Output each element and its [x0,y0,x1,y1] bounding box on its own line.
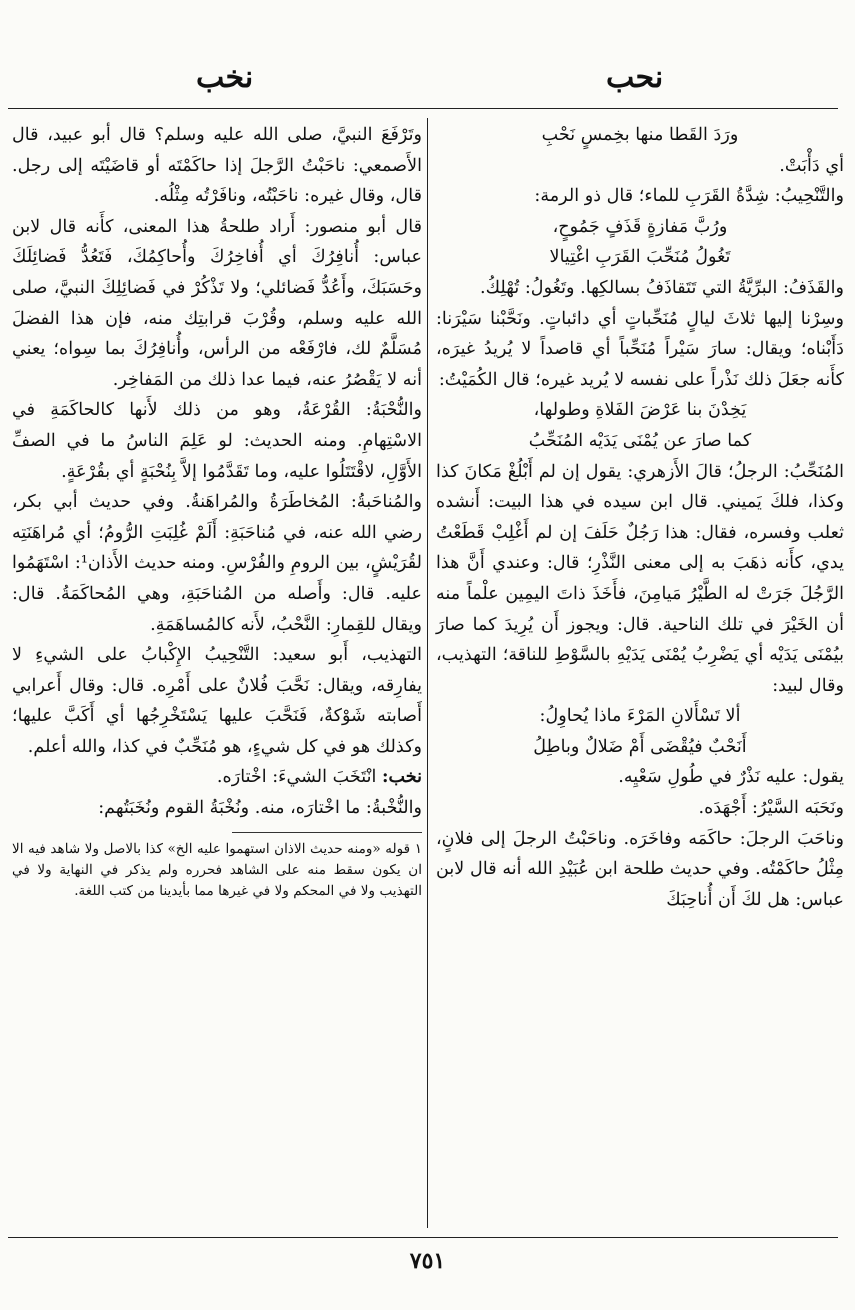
paragraph: والقَذَفُ: البرِّيَّةُ التي تَتَقاذَفُ بسالكِها. وتَغُولُ: تُهْلِكُ. [480,277,844,298]
paragraph: ونَحَبَه السَّيْرُ: أَجْهَدَه. [698,798,844,819]
left-column-body [12,120,422,824]
paragraph: قال أبو منصور: أَراد طلحةُ هذا المعنى، كأَنه قال لابن عباس: أُنافِرُكَ أي أُفاخِرُكَ وأُحاكِمُكَ، فَتَعُدُّ فَضائِلَكَ وحَسَبَكَ، وأَعُدُّ فَضائلي؛ ولا تَذْكُرْ في فَضائِلِكَ النبيَّ، صلى الله عليه وسلم، وقُرْبَ قرابتِك منه، فإن هذا الفضلَ مُسَلَّمٌ لك، فارْفَعْه من الرأس، وأُنافِرُكَ بما سِواه؛ يعني أنه لا يَقْصُرُ عنه، فيما عدا ذلك من المَفاخِر. [12,216,422,390]
paragraph: والنُّحْبَةُ: القُرْعَةُ، وهو من ذلك لأَنها كالحاكَمَةِ في الاسْتِهامِ. ومنه الحديث: لو عَلِمَ الناسُ ما في الصفِّ الأَوَّلِ، لاقْتَتَلُوا عليه، وما تَقَدَّمُوا إلاَّ بِنُحْبَةٍ أي بقُرْعَةٍ. [12,400,422,482]
paragraph: التهذيب، أَبو سعيد: التَّنْحِيبُ الإِكْبابُ على الشيءِ لا يفارِقه، ويقال: نَحَّبَ فُلانٌ على أَمْرِه. قال: وقال أَعرابي أَصابته شَوْكةٌ، فَنَحَّبَ عليها يَسْتَخْرِجُها أي أَكَبَّ عليها؛ وكذلك هو في كل شيءٍ، هو مُنَحِّبٌ في كذا، والله أعلم. [12,645,422,757]
verse-line: يَخِدْنَ بنا عَرْضَ الفَلاةِ وطولها، [533,400,747,421]
paragraph: والنُّخْبةُ: ما اخْتارَه، منه. ونُخْبَةُ القوم ونُخَبَتُهم: [98,798,422,819]
entry-paragraph [12,762,422,793]
footnote-separator [232,832,422,833]
column-divider [427,118,428,1228]
verse-line: كما صارَ عن يُمْنَى يَدَيْه المُنَحِّبُ [528,430,752,451]
paragraph: المُنَحِّبُ: الرجلُ؛ قالَ الأَزهري: يقول إن لم أَبْلُغْ مَكانَ كذا وكذا، فلكَ يَميني. قال ابن سيده في هذا البيت: أَنشده ثعلب وفسره، فقال: هذا رَجُلٌ حَلَفَ إن لم أَغْلِبْ قَطَعْتُ يدي، كأَنه ذهَبَ به إلى معنى النَّذْرِ؛ قال: وعندي أَنَّ هذا الرَّجُلَ جَرَتْ له الطَّيْرُ مَيامِنَ، فأَخَذَ ذاتَ اليمِين علْماً منه أن الخَيْرَ في تلك الناحية. قال: ويجوز أَن يُرِيدَ كما صارَ بيُمْنَى يَدَيْه أي يَضْرِبُ يُمْنَى يَدَيْهِ بالسَّوْطِ للناقة؛ التهذيب، وقال لبيد: [436,461,844,696]
right-column [436,120,844,915]
verse-line: ورُبَّ مَفازةٍ قَذَفٍ جَمُوحٍ، [552,216,728,237]
verse-line: تَغُولُ مُنَحِّبَ القَرَبِ اغْتِيالا [549,247,731,268]
paragraph: يقول: عليه نَذْرٌ في طُولِ سَعْيِه. [618,767,844,788]
running-head-right: نحب [606,60,664,95]
entry-headword: نخب: [381,766,422,788]
top-rule [8,108,838,109]
verse-line: أَنَحْبٌ فيُقْضَى أَمْ ضَلالٌ وباطِلُ [533,736,747,757]
running-head-left: نخب [196,60,254,95]
paragraph: وناحَبَ الرجلَ: حاكَمَه وفاخَرَه. وناحَبْتُ الرجلَ إلى فلانٍ، مِثْلُ حاكَمْتُه. وفي حديث طلحة ابن عُبَيْدِ الله أنه قال لابن عباس: هل لكَ أَن أُناحِبَكَ [436,828,844,910]
paragraph: والمُناحَبةُ: المُخاطَرَةُ والمُراهَنةُ. وفي حديث أبي بكر، رضي الله عنه، في مُناحَبَةِ: أَلَمْ غُلِبَتِ الرُّومُ؛ أي مُراهَنَتِه لقُرَيْشٍ، بين الرومِ والفُرْسِ. ومنه حديث الأَذان¹: اسْتَهَمُوا عليه. قال: وأَصله من المُناحَبَةِ، وهي المُحاكَمَةُ. قال: ويقال للقِمارِ: النَّحْبُ، لأَنه كالمُساهَمَةِ. [12,492,423,635]
paragraph: أي دَأْبَتْ. [779,155,844,176]
paragraph: وسِرْنا إليها ثلاثَ ليالٍ مُنَحِّباتٍ أي دائباتٍ. ونَحَّبْنا سَيْرَنا: دَأَبْناه؛ ويقال: سارَ سَيْراً مُنَحِّباً أي قاصداً لا يُريدُ غيرَه، كأَنه جعَلَ ذلك نَذْراً على نفسه لا يُريد غيره؛ قال الكُمَيْتُ: [436,308,844,390]
footnote: ١ قوله «ومنه حديث الاذان استهموا عليه الخ» كذا بالاصل ولا شاهد فيه الا ان يكون سقط منه على الشاهد فحرره ولم يذكر في النهاية ولا في التهذيب ولا في المحكم ولا في غيرها مما بأيدينا من كتب اللغة. [12,840,422,899]
entry-text: انْتَخَبَ الشيءَ: اخْتارَه. [216,767,382,788]
verse-line: ألا تَسْأَلانِ المَرْءَ ماذا يُحاوِلُ: [539,706,741,727]
bottom-rule [8,1237,838,1238]
paragraph: والتَّنْحِيبُ: شِدَّةُ القَرَبِ للماء؛ قال ذو الرمة: [534,186,844,207]
left-column [12,120,422,902]
paragraph: وتَرْفَعَ النبيَّ، صلى الله عليه وسلم؟ قال أبو عبيد، قال الأَصمعي: ناحَبْتُ الرَّجلَ إذا حاكَمْتَه أو قاضَيْتَه إلى رجل. قال، وقال غيره: ناحَبْتُه، ونافَرْتُه مِثْلُه. [12,125,422,207]
verse-line: ورَدَ القَطا منها بخِمسٍ نَحْبِ [541,125,739,145]
page-number: ٧٥١ [409,1248,446,1274]
